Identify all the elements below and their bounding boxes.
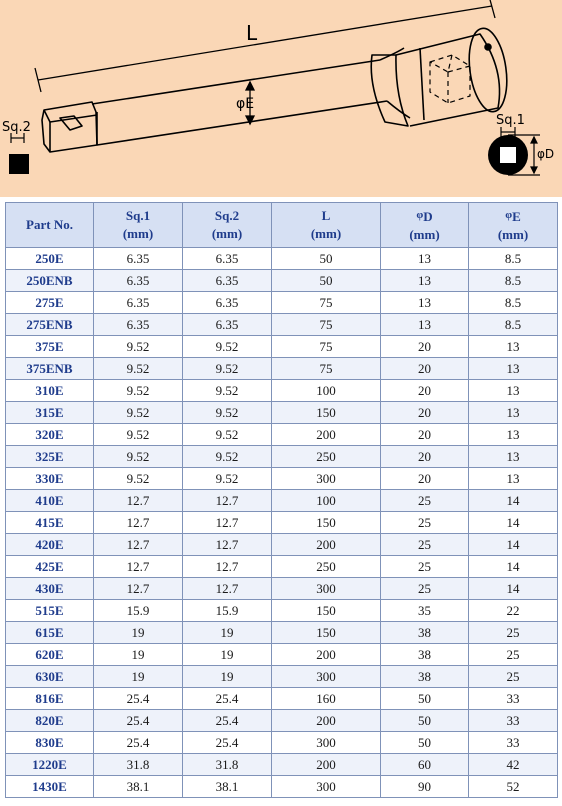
sq1-cell: 6.35 <box>94 270 183 292</box>
diameter-d-cell: 13 <box>381 292 469 314</box>
part-no-cell: 830E <box>6 732 94 754</box>
diameter-e-cell: 33 <box>469 732 558 754</box>
length-cell: 75 <box>272 292 381 314</box>
header-unit: (mm) <box>211 226 243 241</box>
diameter-e-label: φE <box>236 96 255 112</box>
header-label: D <box>423 209 433 224</box>
diameter-d-cell: 25 <box>381 578 469 600</box>
header-label: E <box>512 209 521 224</box>
length-cell: 75 <box>272 314 381 336</box>
length-cell: 150 <box>272 402 381 424</box>
header-label: Sq.1 <box>125 208 151 223</box>
sq2-cell: 9.52 <box>183 358 272 380</box>
table-row <box>6 358 558 380</box>
header-length <box>272 203 381 248</box>
header-part-no <box>6 203 94 248</box>
diameter-d-cell: 38 <box>381 644 469 666</box>
diameter-d-cell: 20 <box>381 402 469 424</box>
diameter-e-cell: 22 <box>469 600 558 622</box>
part-no-cell: 630E <box>6 666 94 688</box>
sq1-cell: 9.52 <box>94 380 183 402</box>
part-no-cell: 820E <box>6 710 94 732</box>
diameter-e-cell: 14 <box>469 534 558 556</box>
part-no-cell: 1220E <box>6 754 94 776</box>
sq2-cell: 25.4 <box>183 710 272 732</box>
diameter-d-cell: 20 <box>381 380 469 402</box>
length-cell: 300 <box>272 578 381 600</box>
header-label: Part No. <box>26 217 73 232</box>
table-row <box>6 402 558 424</box>
sq1-cell: 9.52 <box>94 358 183 380</box>
length-cell: 75 <box>272 358 381 380</box>
part-no-cell: 330E <box>6 468 94 490</box>
header-label: L <box>321 208 331 223</box>
sq2-cell: 19 <box>183 622 272 644</box>
sq2-cell: 6.35 <box>183 248 272 270</box>
diameter-d-cell: 20 <box>381 336 469 358</box>
diameter-e-cell: 33 <box>469 710 558 732</box>
sq1-cell: 19 <box>94 666 183 688</box>
table-row <box>6 336 558 358</box>
table-row <box>6 314 558 336</box>
sq2-cell: 25.4 <box>183 732 272 754</box>
length-cell: 160 <box>272 688 381 710</box>
header-unit: (mm) <box>497 227 529 242</box>
part-no-cell: 375E <box>6 336 94 358</box>
length-cell: 300 <box>272 776 381 798</box>
sq1-cell: 12.7 <box>94 512 183 534</box>
diameter-e-cell: 8.5 <box>469 248 558 270</box>
sq2-cell: 9.52 <box>183 380 272 402</box>
length-cell: 200 <box>272 710 381 732</box>
sq1-cell: 12.7 <box>94 490 183 512</box>
sq2-cell: 31.8 <box>183 754 272 776</box>
table-row <box>6 666 558 688</box>
sq1-cell: 6.35 <box>94 314 183 336</box>
table-row <box>6 424 558 446</box>
part-no-cell: 320E <box>6 424 94 446</box>
diameter-d-cell: 13 <box>381 248 469 270</box>
table-row <box>6 600 558 622</box>
table-row <box>6 490 558 512</box>
extension-bar <box>42 26 512 152</box>
diameter-e-cell: 14 <box>469 490 558 512</box>
sq2-cell: 9.52 <box>183 336 272 358</box>
diameter-e-cell: 13 <box>469 446 558 468</box>
spec-table <box>5 202 558 798</box>
diameter-d-cell: 13 <box>381 270 469 292</box>
sq1-cell: 25.4 <box>94 732 183 754</box>
table-row <box>6 776 558 798</box>
diameter-d-cell: 35 <box>381 600 469 622</box>
diameter-e-cell: 25 <box>469 622 558 644</box>
length-cell: 250 <box>272 556 381 578</box>
length-cell: 150 <box>272 622 381 644</box>
length-cell: 50 <box>272 248 381 270</box>
table-row <box>6 534 558 556</box>
diameter-d-cell: 25 <box>381 534 469 556</box>
sq2-square-icon <box>9 154 29 174</box>
extension-bar-diagram <box>0 0 562 197</box>
diameter-d-cell: 38 <box>381 666 469 688</box>
sq2-cell: 38.1 <box>183 776 272 798</box>
phi-symbol: φ <box>416 209 424 221</box>
length-label: L <box>246 21 258 45</box>
sq1-cell: 25.4 <box>94 688 183 710</box>
diameter-d-cell: 38 <box>381 622 469 644</box>
header-sq2 <box>183 203 272 248</box>
length-cell: 150 <box>272 600 381 622</box>
sq2-cell: 12.7 <box>183 490 272 512</box>
table-row <box>6 468 558 490</box>
table-row <box>6 446 558 468</box>
table-row <box>6 556 558 578</box>
diameter-e-cell: 13 <box>469 358 558 380</box>
diameter-e-cell: 8.5 <box>469 314 558 336</box>
table-row <box>6 380 558 402</box>
sq2-cell: 19 <box>183 666 272 688</box>
part-no-cell: 325E <box>6 446 94 468</box>
table-row <box>6 248 558 270</box>
part-no-cell: 430E <box>6 578 94 600</box>
sq2-cell: 9.52 <box>183 424 272 446</box>
header-unit: (mm) <box>310 226 342 241</box>
sq1-cell: 6.35 <box>94 292 183 314</box>
diameter-d-cell: 13 <box>381 314 469 336</box>
part-no-cell: 315E <box>6 402 94 424</box>
diameter-e-cell: 13 <box>469 468 558 490</box>
table-row <box>6 512 558 534</box>
length-cell: 200 <box>272 534 381 556</box>
table-row <box>6 644 558 666</box>
sq2-cell: 12.7 <box>183 578 272 600</box>
table-row <box>6 688 558 710</box>
length-cell: 200 <box>272 754 381 776</box>
sq1-cell: 15.9 <box>94 600 183 622</box>
sq1-cell: 31.8 <box>94 754 183 776</box>
diameter-d-cell: 20 <box>381 446 469 468</box>
diameter-e-cell: 52 <box>469 776 558 798</box>
sq2-cell: 12.7 <box>183 512 272 534</box>
sq1-cell: 9.52 <box>94 424 183 446</box>
diameter-e-cell: 13 <box>469 424 558 446</box>
length-cell: 150 <box>272 512 381 534</box>
part-no-cell: 410E <box>6 490 94 512</box>
diameter-e-cell: 42 <box>469 754 558 776</box>
table-row <box>6 710 558 732</box>
table-row <box>6 270 558 292</box>
diameter-d-cell: 25 <box>381 490 469 512</box>
phi-symbol: φ <box>505 209 513 221</box>
sq2-cell: 12.7 <box>183 534 272 556</box>
diameter-d-cell: 50 <box>381 688 469 710</box>
length-cell: 100 <box>272 380 381 402</box>
part-no-cell: 275E <box>6 292 94 314</box>
diameter-d-cell: 25 <box>381 556 469 578</box>
sq1-cell: 12.7 <box>94 556 183 578</box>
diameter-d-cell: 20 <box>381 468 469 490</box>
part-no-cell: 425E <box>6 556 94 578</box>
sq1-cell: 9.52 <box>94 446 183 468</box>
diameter-e-cell: 13 <box>469 336 558 358</box>
diameter-e-cell: 25 <box>469 666 558 688</box>
diameter-e-cell: 8.5 <box>469 292 558 314</box>
sq2-cell: 12.7 <box>183 556 272 578</box>
part-no-cell: 420E <box>6 534 94 556</box>
sq2-cell: 6.35 <box>183 314 272 336</box>
header-sq1 <box>94 203 183 248</box>
diameter-e-cell: 13 <box>469 402 558 424</box>
sq2-cell: 9.52 <box>183 402 272 424</box>
length-cell: 250 <box>272 446 381 468</box>
diameter-d-cell: 60 <box>381 754 469 776</box>
sq2-cell: 15.9 <box>183 600 272 622</box>
diameter-e-cell: 14 <box>469 512 558 534</box>
diameter-d-cell: 90 <box>381 776 469 798</box>
sq2-cell: 9.52 <box>183 446 272 468</box>
header-diameter-d <box>381 203 469 248</box>
sq2-cell: 6.35 <box>183 270 272 292</box>
part-no-cell: 816E <box>6 688 94 710</box>
diameter-e-cell: 14 <box>469 578 558 600</box>
part-no-cell: 310E <box>6 380 94 402</box>
part-no-cell: 375ENB <box>6 358 94 380</box>
diameter-d-cell: 25 <box>381 512 469 534</box>
length-cell: 200 <box>272 424 381 446</box>
spec-table-container <box>5 202 557 798</box>
sq1-cell: 19 <box>94 644 183 666</box>
table-row <box>6 754 558 776</box>
diameter-e-cell: 14 <box>469 556 558 578</box>
sq2-cell: 19 <box>183 644 272 666</box>
diameter-d-cell: 50 <box>381 732 469 754</box>
diameter-d-cell: 50 <box>381 710 469 732</box>
table-row <box>6 732 558 754</box>
length-cell: 200 <box>272 644 381 666</box>
length-cell: 300 <box>272 732 381 754</box>
part-no-cell: 615E <box>6 622 94 644</box>
sq1-cell: 25.4 <box>94 710 183 732</box>
diameter-e-cell: 33 <box>469 688 558 710</box>
sq2-label: Sq.2 <box>2 120 31 135</box>
sq1-cell: 9.52 <box>94 336 183 358</box>
sq1-cell: 9.52 <box>94 402 183 424</box>
sq1-cell: 12.7 <box>94 534 183 556</box>
table-header-row <box>6 203 558 248</box>
diameter-e-cell: 25 <box>469 644 558 666</box>
diameter-d-cell: 20 <box>381 424 469 446</box>
sq1-cell: 9.52 <box>94 468 183 490</box>
sq2-cell: 6.35 <box>183 292 272 314</box>
sq1-cell: 12.7 <box>94 578 183 600</box>
part-no-cell: 250E <box>6 248 94 270</box>
part-no-cell: 515E <box>6 600 94 622</box>
length-cell: 75 <box>272 336 381 358</box>
length-cell: 100 <box>272 490 381 512</box>
sq1-cell: 19 <box>94 622 183 644</box>
sq1-label: Sq.1 <box>496 113 525 128</box>
header-diameter-e <box>469 203 558 248</box>
diameter-d-label: φD <box>537 147 555 161</box>
header-unit: (mm) <box>409 227 440 242</box>
length-cell: 300 <box>272 666 381 688</box>
table-body <box>6 248 558 798</box>
part-no-cell: 275ENB <box>6 314 94 336</box>
diameter-e-cell: 13 <box>469 380 558 402</box>
diameter-d-cell: 20 <box>381 358 469 380</box>
sq2-cell: 25.4 <box>183 688 272 710</box>
sq1-cell: 6.35 <box>94 248 183 270</box>
table-row <box>6 578 558 600</box>
diameter-e-cell: 8.5 <box>469 270 558 292</box>
table-row <box>6 292 558 314</box>
sq2-cell: 9.52 <box>183 468 272 490</box>
extension-bar-drawing <box>0 0 562 197</box>
sq1-cell: 38.1 <box>94 776 183 798</box>
part-no-cell: 620E <box>6 644 94 666</box>
socket-end-view-icon <box>488 135 528 175</box>
header-unit: (mm) <box>122 226 154 241</box>
part-no-cell: 1430E <box>6 776 94 798</box>
part-no-cell: 415E <box>6 512 94 534</box>
length-cell: 300 <box>272 468 381 490</box>
length-cell: 50 <box>272 270 381 292</box>
header-label: Sq.2 <box>214 208 240 223</box>
part-no-cell: 250ENB <box>6 270 94 292</box>
table-row <box>6 622 558 644</box>
